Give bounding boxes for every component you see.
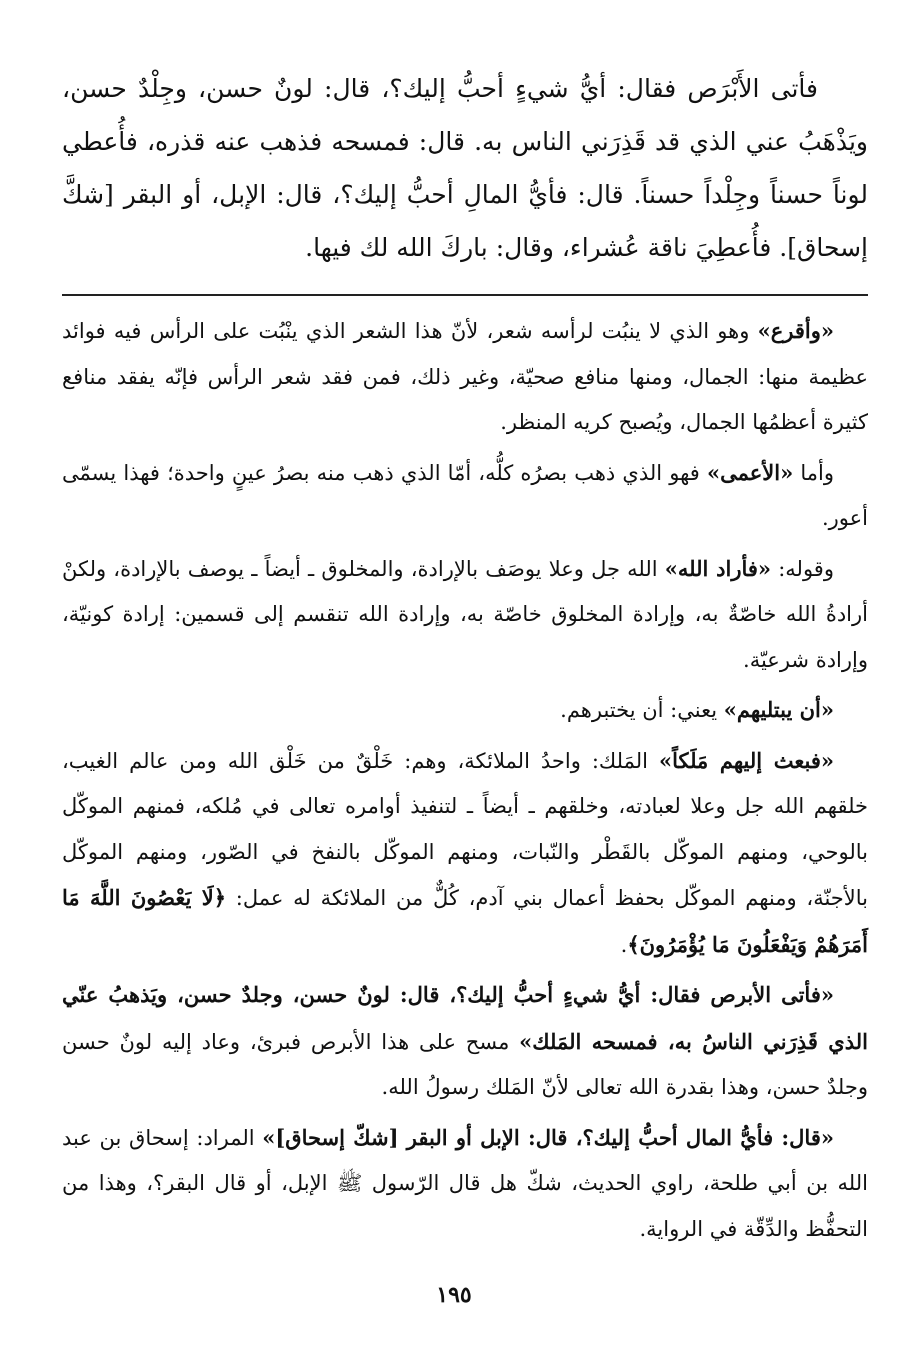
commentary-paragraph-4	[62, 687, 868, 734]
commentary-paragraph-2	[62, 450, 868, 542]
term-yabtaliahum: «أن يبتليهم»	[723, 697, 834, 722]
commentary-lead: وأما	[793, 460, 834, 485]
hadith-text-section	[62, 62, 868, 274]
commentary-text: المَلك: واحدُ الملائكة، وهم: خَلْقٌ من خَلْق الله ومن عالم الغيب، خلقهم الله جل وعلا لعبادته، وخلقهم ـ أيضاً ـ لتنفيذ أوامره تعالى في مُلكه، فمنهم الموكّل بالوحي، ومنهم الموكّل بالقَطْر والنّبات، ومنهم الموكّل بالنفخ في الصّور، ومنهم الموكّل بالأجنّة، ومنهم الموكّل بحفظ أعمال بني آدم، كُلٌّ من الملائكة له عمل:	[62, 748, 868, 910]
commentary-end: .	[620, 932, 628, 957]
term-malak: «فبعث إليهم مَلَكاً»	[658, 747, 834, 773]
term-aqra: «وأقرع»	[757, 318, 834, 343]
term-abras-quote: «فأتى الأبرص فقال: أيُّ شيءٍ أحبُّ إليك؟، قال: لونٌ حسن، وجلدٌ حسن، ويَذهبُ عنّي الذي قَذِرَني الناسُ به، فمسحه المَلك»	[62, 982, 868, 1054]
commentary-paragraph-1	[62, 308, 868, 446]
commentary-text: وهو الذي لا ينبُت لرأسه شعر، لأنّ هذا الشعر الذي ينْبُت على الرأس فيه فوائد عظيمة منها: الجمال، ومنها منافع صحيّة، وغير ذلك، فمن فقد شعر الرأس فإنّه يفقد منافع كثيرة أعظمُها الجمال، ويُصبح كريه المنظر.	[62, 319, 868, 434]
term-aama: «الأعمى»	[706, 459, 794, 485]
commentary-paragraph-7	[62, 1115, 868, 1253]
commentary-section	[62, 308, 868, 1252]
commentary-paragraph-6	[62, 972, 868, 1111]
commentary-paragraph-5	[62, 738, 868, 969]
term-arada-allah: «فأراد الله»	[664, 555, 772, 581]
page-number: ١٩٥	[436, 1282, 472, 1308]
commentary-text: الله جل وعلا يوصَف بالإرادة، والمخلوق ـ أيضاً ـ يوصف بالإرادة، ولكنْ أرادةُ الله خاصّةٌ به، وإرادة المخلوق خاصّة به، وإرادة الله تنقسم إلى قسمين: إرادة كونيّة، وإرادة شرعيّة.	[62, 556, 868, 672]
commentary-text: مسح على هذا الأبرص فبرئ، وعاد إليه لونٌ حسن وجلدٌ حسن، وهذا بقدرة الله تعالى لأنّ المَلك رسولُ الله.	[62, 1029, 868, 1099]
commentary-lead: وقوله:	[771, 556, 834, 581]
footnote-divider	[62, 294, 868, 296]
hadith-paragraph: فأتى الأَبْرَص فقال: أيُّ شيءٍ أحبُّ إليك؟، قال: لونٌ حسن، وجِلْدٌ حسن، ويَذْهَبُ عني الذي قد قَذِرَني الناس به. قال: فمسحه فذهب عنه قذره، فأُعطي لوناً حسناً وجِلْداً حسناً. قال: فأيُّ المالِ أحبُّ إليك؟، قال: الإبل، أو البقر [شكَّ إسحاق]. فأُعطِيَ ناقة عُشراء، وقال: باركَ الله لك فيها.	[62, 74, 868, 262]
book-page	[62, 62, 868, 1256]
term-mal-quote: «قال: فأيُّ المال أحبُّ إليك؟، قال: الإبل أو البقر [شكّ إسحاق]»	[262, 1124, 834, 1150]
commentary-text: المراد: إسحاق بن عبد الله بن أبي طلحة، راوي الحديث، شكّ هل قال الرّسول ﷺ الإبل، أو قال البقر؟، وهذا من التحفُّظ والدِّقّة في الرواية.	[62, 1125, 868, 1241]
commentary-text: يعني: أن يختبرهم.	[560, 698, 724, 722]
quran-verse: ﴿لَا يَعْصُونَ اللَّهَ مَا أَمَرَهُمْ وَيَفْعَلُونَ مَا يُؤْمَرُونَ﴾	[62, 885, 868, 957]
commentary-text: فهو الذي ذهب بصرُه كلُّه، أمّا الذي ذهب منه بصرُ عينٍ واحدة؛ فهذا يسمّى أعور.	[62, 460, 868, 530]
commentary-paragraph-3	[62, 546, 868, 684]
